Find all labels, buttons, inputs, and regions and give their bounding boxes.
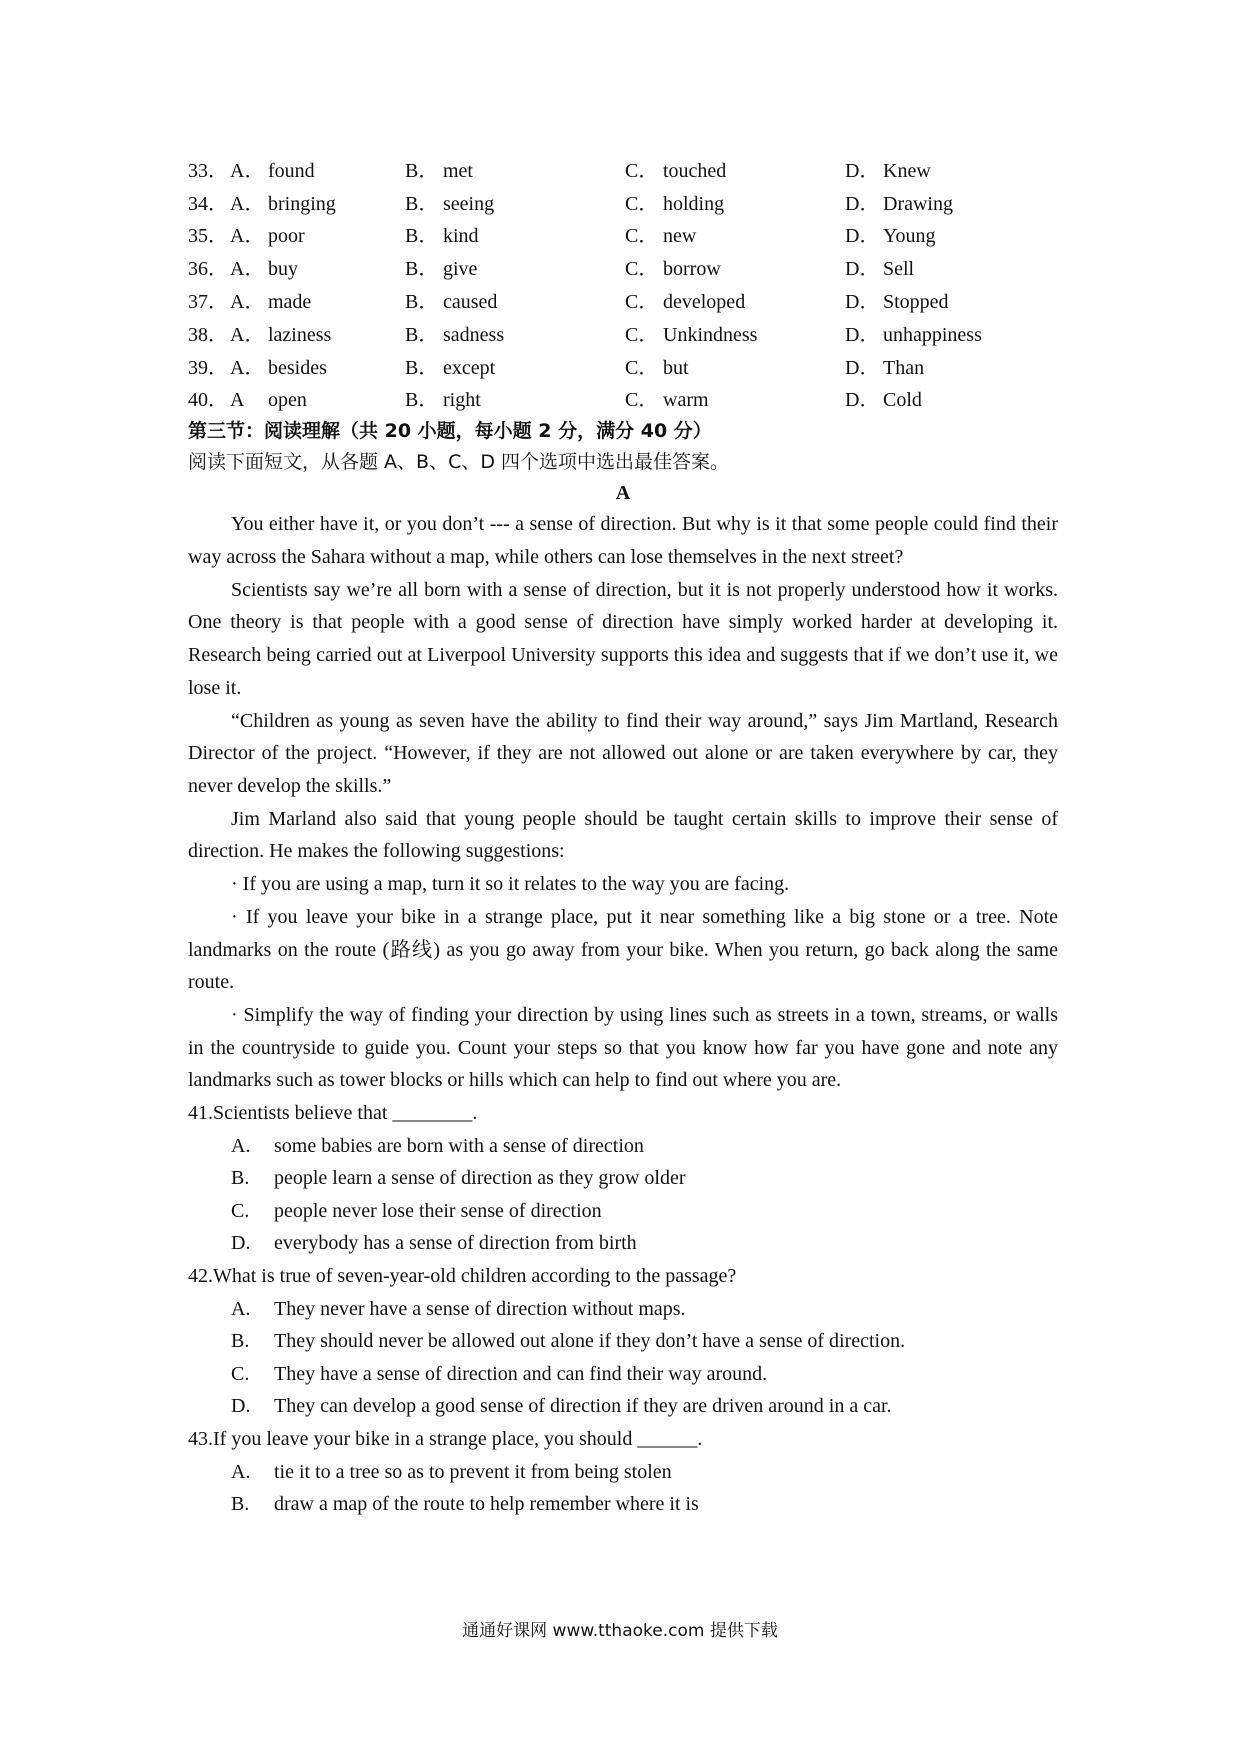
option-d bbox=[845, 154, 1058, 183]
option-letter: B． bbox=[405, 389, 439, 412]
passage-paragraph: · If you leave your bike in a strange place, put it near something like a big stone or a tree. Note landmarks on the route (路线) as you go away from your bike. When you return, go back along the same route. bbox=[188, 905, 1058, 994]
option-letter: C． bbox=[625, 389, 659, 412]
option-c bbox=[625, 285, 845, 314]
question-number: 33． bbox=[188, 159, 228, 182]
option-a bbox=[188, 285, 405, 314]
option-letter: D． bbox=[845, 356, 880, 379]
option-row bbox=[188, 152, 1058, 185]
option-d bbox=[845, 219, 1058, 248]
answer-text: draw a map of the route to help remember where it is bbox=[274, 1493, 699, 1516]
option-letter: C． bbox=[625, 192, 659, 215]
option-letter: B． bbox=[405, 159, 439, 182]
question-number: 38． bbox=[188, 323, 228, 346]
option-c bbox=[625, 383, 845, 412]
option-text: poor bbox=[268, 225, 305, 248]
option-c bbox=[625, 318, 845, 347]
answer-option[interactable] bbox=[188, 1456, 1058, 1489]
option-letter: B． bbox=[405, 291, 439, 314]
page-footer: 通通好课网 www.tthaoke.com 提供下载 bbox=[462, 1621, 778, 1641]
option-text: made bbox=[268, 291, 312, 314]
option-text: borrow bbox=[663, 258, 721, 281]
section-instruction: 阅读下面短文，从各题 A、B、C、D 四个选项中选出最佳答案。 bbox=[188, 451, 730, 474]
option-c bbox=[625, 154, 845, 183]
answer-letter: B. bbox=[231, 1330, 250, 1353]
option-letter: C． bbox=[625, 258, 659, 281]
answer-text: some babies are born with a sense of direction bbox=[274, 1134, 644, 1157]
option-letter: C． bbox=[625, 159, 659, 182]
option-text: developed bbox=[663, 291, 746, 314]
option-letter: C． bbox=[625, 225, 659, 248]
option-text: caused bbox=[443, 291, 498, 314]
passage-paragraph: · If you are using a map, turn it so it relates to the way you are facing. bbox=[231, 873, 790, 896]
option-b bbox=[405, 187, 625, 216]
answer-letter: D. bbox=[231, 1395, 251, 1418]
option-text: sadness bbox=[443, 323, 505, 346]
option-letter: D． bbox=[845, 225, 880, 248]
option-b bbox=[405, 219, 625, 248]
answer-text: everybody has a sense of direction from birth bbox=[274, 1232, 637, 1255]
option-d bbox=[845, 383, 1058, 412]
option-d bbox=[845, 187, 1058, 216]
option-text: Unkindness bbox=[663, 323, 758, 346]
option-text: Cold bbox=[883, 389, 922, 412]
option-text: laziness bbox=[268, 323, 332, 346]
answer-letter: C. bbox=[231, 1362, 250, 1385]
option-c bbox=[625, 187, 845, 216]
cloze-options-table bbox=[188, 152, 1058, 414]
answer-letter: C. bbox=[231, 1199, 250, 1222]
passage-paragraph: “Children as young as seven have the ability to find their way around,” says Jim Martland, Research Director of the project. “However, if they are not allowed out alone or are taken everywhere by car, they never develop the skills.” bbox=[188, 709, 1058, 797]
option-c bbox=[625, 219, 845, 248]
answer-text: tie it to a tree so as to prevent it from being stolen bbox=[274, 1460, 672, 1483]
answer-letter: B. bbox=[231, 1167, 250, 1190]
option-row bbox=[188, 185, 1058, 218]
option-text: unhappiness bbox=[883, 323, 982, 346]
option-text: right bbox=[443, 389, 481, 412]
option-d bbox=[845, 318, 1058, 347]
answer-option[interactable] bbox=[188, 1293, 1058, 1326]
option-text: Knew bbox=[883, 159, 931, 182]
option-text: Young bbox=[883, 225, 936, 248]
answer-option[interactable] bbox=[188, 1358, 1058, 1391]
question-stem: 41.Scientists believe that ________. bbox=[188, 1102, 478, 1125]
passage-body bbox=[188, 508, 1058, 1097]
option-letter: A bbox=[230, 389, 245, 412]
option-a bbox=[188, 187, 405, 216]
option-d bbox=[845, 252, 1058, 281]
option-b bbox=[405, 383, 625, 412]
option-row bbox=[188, 250, 1058, 283]
option-text: bringing bbox=[268, 192, 336, 215]
option-text: Drawing bbox=[883, 192, 953, 215]
option-letter: C． bbox=[625, 323, 659, 346]
question-number: 40． bbox=[188, 389, 228, 412]
option-a bbox=[188, 351, 405, 380]
answer-text: They never have a sense of direction without maps. bbox=[274, 1297, 686, 1320]
answer-option[interactable] bbox=[188, 1390, 1058, 1423]
answer-option[interactable] bbox=[188, 1130, 1058, 1163]
option-text: Than bbox=[883, 356, 925, 379]
option-letter: D． bbox=[845, 192, 880, 215]
option-text: open bbox=[268, 389, 307, 412]
question-number: 36． bbox=[188, 258, 228, 281]
option-text: Stopped bbox=[883, 291, 949, 314]
question-number: 34． bbox=[188, 192, 228, 215]
option-text: holding bbox=[663, 192, 725, 215]
option-text: except bbox=[443, 356, 496, 379]
answer-option[interactable] bbox=[188, 1325, 1058, 1358]
question-number: 35． bbox=[188, 225, 228, 248]
option-b bbox=[405, 252, 625, 281]
option-c bbox=[625, 252, 845, 281]
questions-list bbox=[188, 1097, 1058, 1521]
answer-text: They have a sense of direction and can find their way around. bbox=[274, 1362, 768, 1385]
answer-letter: D. bbox=[231, 1232, 251, 1255]
option-a bbox=[188, 252, 405, 281]
option-letter: A． bbox=[230, 323, 265, 346]
option-a bbox=[188, 154, 405, 183]
option-row bbox=[188, 283, 1058, 316]
answer-option[interactable] bbox=[188, 1227, 1058, 1260]
option-row bbox=[188, 316, 1058, 349]
option-d bbox=[845, 285, 1058, 314]
question-number: 39． bbox=[188, 356, 228, 379]
option-text: touched bbox=[663, 159, 727, 182]
answer-letter: A. bbox=[231, 1134, 251, 1157]
option-text: seeing bbox=[443, 192, 495, 215]
option-b bbox=[405, 285, 625, 314]
option-b bbox=[405, 351, 625, 380]
passage-paragraph: · Simplify the way of finding your direction by using lines such as streets in a town, streams, or walls in the countryside to guide you. Count your steps so that you know how far you have gone and note any landmarks such as tower blocks or hills which can help to find out where you are. bbox=[188, 1003, 1058, 1092]
option-text: besides bbox=[268, 356, 327, 379]
passage-label: A bbox=[615, 482, 631, 505]
option-letter: B． bbox=[405, 258, 439, 281]
option-text: met bbox=[443, 159, 473, 182]
option-letter: D． bbox=[845, 323, 880, 346]
answer-text: people never lose their sense of direction bbox=[274, 1199, 602, 1222]
option-text: buy bbox=[268, 258, 298, 281]
option-letter: D． bbox=[845, 159, 880, 182]
answer-text: people learn a sense of direction as they grow older bbox=[274, 1167, 686, 1190]
answer-letter: A. bbox=[231, 1460, 251, 1483]
option-letter: B． bbox=[405, 323, 439, 346]
option-b bbox=[405, 318, 625, 347]
question-stem: 42.What is true of seven-year-old children according to the passage? bbox=[188, 1265, 737, 1287]
option-letter: A． bbox=[230, 159, 265, 182]
option-letter: C． bbox=[625, 356, 659, 379]
option-d bbox=[845, 351, 1058, 380]
answer-option[interactable] bbox=[188, 1162, 1058, 1195]
option-text: kind bbox=[443, 225, 479, 248]
option-c bbox=[625, 351, 845, 380]
answer-text: They can develop a good sense of direction if they are driven around in a car. bbox=[274, 1395, 892, 1418]
option-letter: D． bbox=[845, 389, 880, 412]
option-letter: C． bbox=[625, 291, 659, 314]
option-text: but bbox=[663, 356, 689, 379]
option-b bbox=[405, 154, 625, 183]
option-letter: A． bbox=[230, 225, 265, 248]
passage-paragraph: Scientists say we’re all born with a sense of direction, but it is not properly understood how it works. One theory is that people with a good sense of direction have simply worked harder at developing it. Research being carried out at Liverpool University supports this idea and suggests that if we don’t use it, we lose it. bbox=[188, 578, 1058, 699]
option-a bbox=[188, 318, 405, 347]
option-row bbox=[188, 218, 1058, 251]
answer-option[interactable] bbox=[188, 1488, 1058, 1521]
option-letter: A． bbox=[230, 291, 265, 314]
passage-paragraph: You either have it, or you don’t --- a sense of direction. But why is it that some people could find their way across the Sahara without a map, while others can lose themselves in the next street? bbox=[188, 513, 1058, 569]
option-letter: D． bbox=[845, 258, 880, 281]
answer-text: They should never be allowed out alone if they don’t have a sense of direction. bbox=[274, 1330, 906, 1353]
option-letter: A． bbox=[230, 356, 265, 379]
option-letter: D． bbox=[845, 291, 880, 314]
option-a bbox=[188, 383, 405, 412]
option-letter: B． bbox=[405, 225, 439, 248]
option-row bbox=[188, 382, 1058, 415]
option-text: found bbox=[268, 159, 315, 182]
section-title: 第三节：阅读理解（共 20 小题，每小题 2 分，满分 40 分） bbox=[188, 420, 712, 443]
option-text: give bbox=[443, 258, 478, 281]
option-letter: A． bbox=[230, 258, 265, 281]
option-letter: B． bbox=[405, 192, 439, 215]
answer-option[interactable] bbox=[188, 1195, 1058, 1228]
option-letter: B． bbox=[405, 356, 439, 379]
question-stem: 43.If you leave your bike in a strange place, you should ______. bbox=[188, 1427, 703, 1450]
passage-paragraph: Jim Marland also said that young people should be taught certain skills to improve their sense of direction. He makes the following suggestions: bbox=[188, 807, 1058, 863]
option-letter: A． bbox=[230, 192, 265, 215]
option-text: warm bbox=[663, 389, 709, 412]
page-content bbox=[188, 152, 1058, 1521]
option-text: Sell bbox=[883, 258, 915, 281]
question-number: 37． bbox=[188, 291, 228, 314]
option-row bbox=[188, 349, 1058, 382]
option-a bbox=[188, 219, 405, 248]
option-text: new bbox=[663, 225, 697, 248]
answer-letter: B. bbox=[231, 1493, 250, 1516]
answer-letter: A. bbox=[231, 1297, 251, 1320]
